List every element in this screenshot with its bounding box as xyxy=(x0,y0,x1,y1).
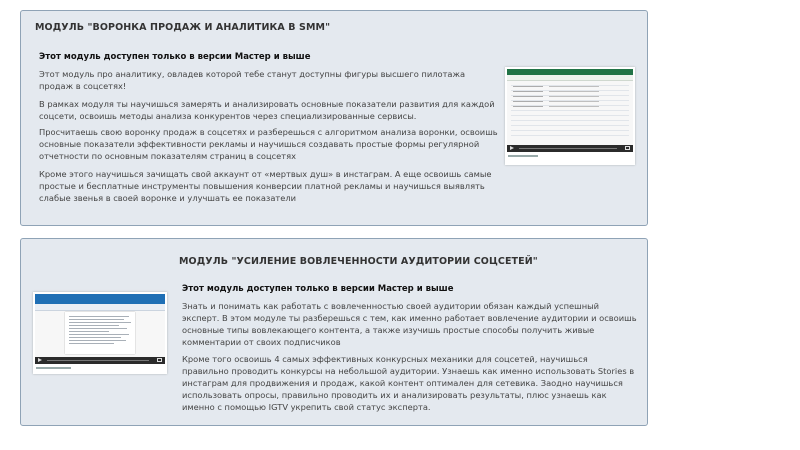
document-screen xyxy=(35,294,165,364)
video-progress-track[interactable] xyxy=(47,360,149,361)
video-controls xyxy=(35,357,165,364)
fullscreen-icon[interactable] xyxy=(157,358,162,362)
spreadsheet-screen xyxy=(507,69,633,152)
module-title: МОДУЛЬ "ВОРОНКА ПРОДАЖ И АНАЛИТИКА В SMM" xyxy=(35,22,331,33)
module-availability-note: Этот модуль доступен только в версии Мастер и выше xyxy=(39,52,311,62)
video-controls xyxy=(507,145,633,152)
video-thumbnail[interactable] xyxy=(505,67,635,165)
video-thumbnail[interactable] xyxy=(33,292,167,374)
module-card-sales-funnel xyxy=(20,10,648,226)
module-paragraph: Этот модуль про аналитику, овладев которой тебе станут доступны фигуры высшего пилотажа продаж в соцсетях! xyxy=(39,69,466,91)
fullscreen-icon[interactable] xyxy=(625,146,630,150)
module-paragraph: Кроме того освоишь 4 самых эффективных конкурсных механики для соцсетей, научишься правильно проводить конкурсы на небольшой аудитории. Узнаешь как именно использовать Stories в инстаграм для продвижения и продаж, какой контент оптимален для сетевика. Заодно научишься использовать опросы, правильно проводить их и анализировать результаты, плюс узнаешь как именно с помощью IGTV укрепить свой статус эксперта. xyxy=(182,354,635,412)
module-paragraph: Знать и понимать как работать с вовлеченностью своей аудитории обязан каждый успешный эксперт. В этом модуле ты разберешься с тем, как именно работает вовлечение аудитории и освоишь основные типы вовлекающего контента, а также изучишь простые способы получить живые комментарии от своих подписчиков xyxy=(182,301,637,347)
play-icon[interactable] xyxy=(510,146,514,150)
module-paragraph: Просчитаешь свою воронку продаж в соцсетях и разберешься с алгоритмом анализа воронки, освоишь основные показатели эффективности рекламы и научишься создавать простые формы регулярной отчетности по основным показателям страниц в соцсетях xyxy=(39,127,498,161)
play-icon[interactable] xyxy=(38,358,42,362)
module-card-engagement xyxy=(20,238,648,426)
module-paragraph: В рамках модуля ты научишься замерять и анализировать основные показатели развития для каждой соцсети, освоишь методы анализа конкурентов через специализированные сервисы. xyxy=(39,99,495,121)
module-paragraph: Кроме этого научишься зачищать свой аккаунт от «мертвых душ» в инстаграм. А еще освоишь самые простые и бесплатные инструменты повышения конверсии платной рекламы и научишься выявлять слабые звенья в своей воронке и улучшать ее показатели xyxy=(39,169,492,203)
module-availability-note: Этот модуль доступен только в версии Мастер и выше xyxy=(182,284,454,294)
video-progress-track[interactable] xyxy=(519,148,617,149)
module-title: МОДУЛЬ "УСИЛЕНИЕ ВОВЛЕЧЕННОСТИ АУДИТОРИИ СОЦСЕТЕЙ" xyxy=(179,256,538,267)
